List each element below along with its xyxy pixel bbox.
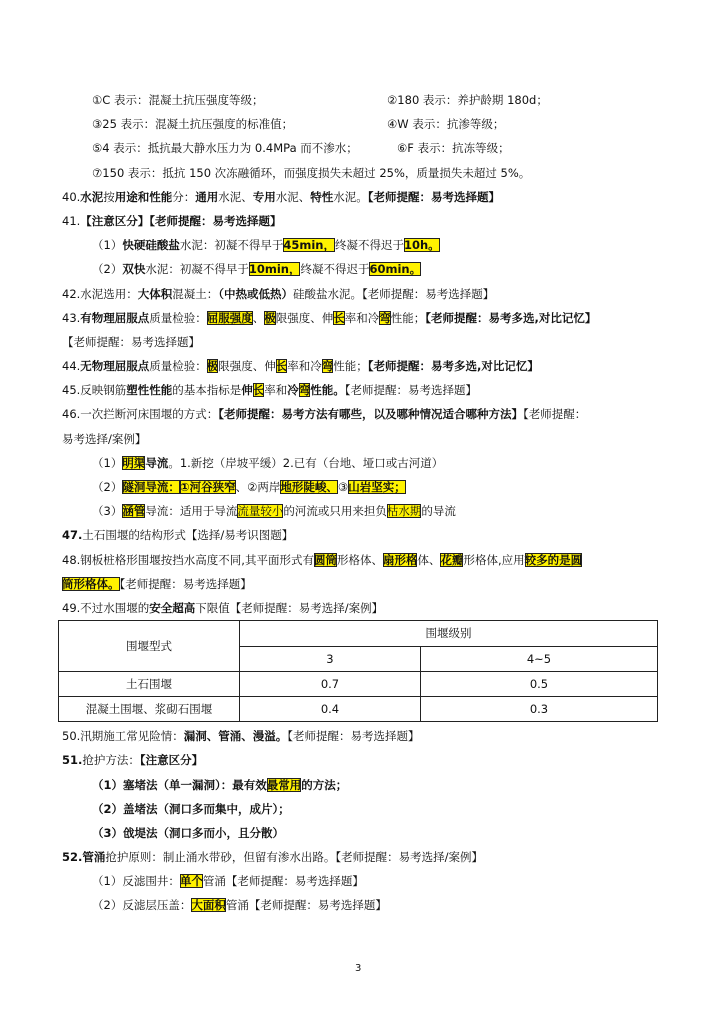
text-span: 长 [252, 383, 265, 398]
text-span: 分： [172, 189, 196, 204]
text: ②180 表示：养护龄期 180d； [387, 93, 548, 107]
text-span: （2） [92, 262, 123, 277]
text-span: 快硬硅酸盐 [122, 238, 180, 253]
text-span: 隧洞导流： [122, 480, 180, 494]
text-span: （1）塞堵法（单一漏洞）：最有效 [92, 777, 267, 792]
text-span: 管涌【老师提醒：易考选择题】 [225, 898, 387, 913]
text-span: 47. [62, 528, 83, 543]
text-span: （1） [92, 238, 123, 253]
text-span: 圆筒 [313, 552, 337, 567]
text: ①C 表示：混凝土抗压强度等级； [92, 93, 264, 107]
line-25-meaning [62, 112, 667, 136]
text-span: 硅酸盐水泥。【老师提醒：易考选择题】 [293, 286, 495, 301]
text-span: 下限值【老师提醒：易考选择/案例】 [195, 600, 384, 615]
q51-item-2 [62, 797, 667, 821]
page-number: 3 [355, 963, 362, 974]
text-span: 【老师提醒：易考选择题】 [367, 189, 501, 204]
cell: 土石围堰 [59, 672, 240, 697]
text-span: 长 [333, 310, 345, 325]
table-row [59, 672, 658, 697]
text-span: 50. [62, 729, 81, 744]
q51-item-3 [62, 821, 667, 845]
text-span: 终凝不得迟于 [334, 238, 404, 253]
text-span: 【老师提醒：易考选择题】 [149, 213, 282, 228]
text-span: 限强度、伸 [218, 359, 276, 374]
header-cofferdam-level: 围堰级别 [240, 621, 658, 647]
text-span: 的河流或只用来担负 [283, 504, 387, 519]
text-span: 41. [62, 213, 81, 228]
text-span: 弯 [321, 359, 334, 374]
q52-item-2 [62, 893, 667, 917]
q46-item-1 [62, 451, 667, 475]
header-level-4-5: 4~5 [420, 646, 657, 672]
text-span: 冷 [287, 383, 299, 398]
text-span: 伸 [241, 383, 253, 398]
text-span: （3）戗堤法（洞口多而小，且分散） [92, 825, 284, 840]
q40 [62, 185, 667, 209]
text-span: 特性 [310, 189, 334, 204]
text-span: 一次拦断河床围堰的方式： [80, 407, 219, 422]
text-span: 10h。 [403, 238, 440, 253]
cell: 0.5 [420, 672, 657, 697]
line-c-meaning [62, 88, 667, 112]
text-span: 极 [206, 359, 219, 374]
text-span: 。1.新挖（岸坡平缓）2.已有（台地、垭口或古河道） [168, 455, 444, 470]
document-page [62, 88, 667, 918]
q51-item-1 [62, 773, 667, 797]
text-span: 【老师提醒：易考选择题】 [62, 334, 200, 349]
text-span: 【老师提醒：易考选择题】 [287, 729, 420, 744]
cell: 0.4 [240, 697, 421, 722]
q49 [62, 596, 667, 620]
text-span: （中热或低热） [218, 286, 294, 301]
text-span: 体、 [417, 552, 441, 567]
text-span: 水泥。 [333, 189, 368, 204]
text-span: 土石围堰的结构形式【选择/易考识图题】 [82, 528, 294, 543]
text-span: 质量检验： [149, 359, 207, 374]
q43-cont [62, 330, 667, 354]
text-span: （1）反滤围井： [92, 874, 180, 889]
text-span: 【老师提醒：易考多选,对比记忆】 [367, 359, 539, 374]
text-span: 较多的是圆 [524, 552, 583, 567]
q48 [62, 548, 667, 572]
text-span: 枯水期 [386, 504, 422, 519]
text-span: 率和冷 [287, 359, 322, 374]
text-span: （2） [92, 480, 123, 494]
text-span: ③ [337, 480, 349, 494]
text-span: 【注意区分】 [139, 753, 204, 768]
text-span: 【老师提醒： [523, 407, 587, 422]
text-span: 率和 [264, 383, 288, 398]
text-span: 抢护原则：制止涌水带砂，但留有渗水出路。【老师提醒：易考选择/案例】 [105, 850, 483, 865]
text-span: 60min。 [369, 262, 422, 277]
text-span: 水泥：初凝不得早于 [145, 262, 249, 277]
text-span: 42.水泥选用： [62, 286, 138, 301]
text-span: 、②两岸 [235, 480, 281, 494]
q47 [62, 523, 667, 547]
text-span: 【注意区分】 [80, 213, 150, 228]
text-span: 涵管 [122, 504, 146, 519]
text: ⑦150 表示：抵抗 150 次冻融循环，而强度损失未超过 25%，质量损失未超过 5%。 [92, 165, 531, 180]
text-span: 终凝不得迟于 [300, 262, 370, 277]
text-span: 弯 [379, 310, 391, 325]
line-150-meaning [62, 161, 667, 185]
q46-item-3 [62, 499, 667, 523]
text-span: 率和冷 [344, 310, 380, 325]
safety-height-table [58, 620, 658, 722]
text-span: 抢护方法： [82, 753, 140, 768]
q43 [62, 306, 667, 330]
text-span: 大体积 [137, 286, 173, 301]
text-span: 性能； [333, 359, 368, 374]
text-span: 最常用 [266, 777, 302, 792]
text-span: 水泥、 [218, 189, 253, 204]
text-span: 双快 [122, 262, 146, 277]
text-span: 单个 [179, 874, 203, 889]
text-span: 山岩坚实； [348, 480, 406, 494]
text-span: （2）盖堵法（洞口多而集中，成片）； [92, 801, 290, 816]
text-span: 地形陡峻、 [280, 480, 338, 494]
q45 [62, 378, 667, 402]
text: ③25 表示：混凝土抗压强度的标准值； [92, 117, 294, 132]
text-span: 52. [62, 850, 83, 865]
text: ④W 表示：抗渗等级； [387, 117, 505, 132]
text-span: 【老师提醒：易考方法有哪些，以及哪种情况适合哪种方法】 [218, 407, 524, 422]
text-span: 44. [62, 359, 81, 374]
cell: 0.7 [240, 672, 421, 697]
text-span: 水泥 [80, 189, 104, 204]
text-span: 管涌 [82, 850, 106, 865]
text-span: 49.不过水围堰的 [62, 600, 150, 615]
q44 [62, 354, 667, 378]
text-span: 46. [62, 407, 81, 422]
text-span: 用途和性能 [114, 189, 173, 204]
q52-item-1 [62, 869, 667, 893]
q42 [62, 282, 667, 306]
text-span: 极 [264, 310, 276, 325]
text-span: 专用 [252, 189, 276, 204]
text-span: 易考选择/案例】 [62, 431, 147, 446]
q46-item-2 [62, 475, 667, 499]
text-span: 无物理屈服点 [80, 359, 150, 374]
text-span: （1） [92, 455, 123, 470]
text-span: 10min， [248, 262, 301, 277]
text-span: 51. [62, 753, 83, 768]
text: ⑤4 表示：抵抗最大静水压力为 0.4MPa 而不渗水； [92, 141, 358, 156]
text-span: 扇形格 [382, 552, 418, 567]
text-span: 导流 [145, 455, 169, 470]
text-span: 大面积 [191, 898, 226, 913]
q46-cont [62, 427, 667, 451]
table-row [59, 697, 658, 722]
header-level-3: 3 [240, 646, 421, 672]
text-span: 性能； [390, 310, 426, 325]
text-span: （2）反滤层压盖： [92, 898, 192, 913]
text-span: 水泥、 [275, 189, 311, 204]
text-span: 形格体,应用 [463, 552, 525, 567]
text-span: 的基本指标是 [172, 383, 242, 398]
text-span: 通用 [195, 189, 219, 204]
q41 [62, 209, 667, 233]
text-span: 形格体、 [336, 552, 383, 567]
text-span: 导流：适用于导流 [145, 504, 238, 519]
text-span: 【老师提醒：易考选择题】 [344, 383, 478, 398]
text-span: 混凝土： [172, 286, 219, 301]
text-span: 限强度、伸 [275, 310, 334, 325]
text-span: （3） [92, 504, 123, 519]
text-span: 的方法； [301, 777, 348, 792]
text-span: 、 [252, 310, 265, 325]
text-span: 筒形格体。 [62, 576, 120, 591]
text: ⑥F 表示：抗冻等级； [397, 141, 510, 156]
text-span: 45min， [283, 238, 335, 253]
text-span: 43. [62, 310, 81, 325]
cell: 0.3 [420, 697, 657, 722]
text-span: 汛期施工常见险情： [80, 729, 184, 744]
text-span: 长 [275, 359, 288, 374]
text-span: 【老师提醒：易考选择题】 [119, 576, 252, 591]
text-span: 48.钢板桩格形围堰按挡水高度不同,其平面形式有 [62, 552, 314, 567]
text-span: 【老师提醒：易考多选,对比记忆】 [425, 310, 597, 325]
q48-cont [62, 572, 667, 596]
text-span: 花瓣 [440, 552, 464, 567]
q52 [62, 845, 667, 869]
text-span: 按 [103, 189, 115, 204]
text-span: 流量较小 [237, 504, 284, 519]
q51 [62, 748, 667, 772]
text-span: 屈服强度 [206, 310, 253, 325]
text-span: 水泥：初凝不得早于 [179, 238, 284, 253]
text-span: 安全超高 [149, 600, 196, 615]
text-span: 40. [62, 189, 81, 204]
text-span: 塑性性能 [126, 383, 173, 398]
text-span: 漏洞、管涌、漫溢。 [183, 729, 288, 744]
text-span: 45.反映钢筋 [62, 383, 127, 398]
text-span: 弯 [298, 383, 311, 398]
text-span: 明渠 [122, 455, 146, 470]
text-span: 性能。 [310, 383, 345, 398]
text-span: ①河谷狭窄 [179, 480, 236, 494]
q41-item-1 [62, 233, 667, 257]
text-span: 的导流 [421, 504, 456, 519]
text-span: 管涌【老师提醒：易考选择题】 [202, 874, 364, 889]
q50 [62, 724, 667, 748]
header-cofferdam-type: 围堰型式 [59, 621, 240, 672]
text-span: 有物理屈服点 [80, 310, 150, 325]
q46 [62, 402, 667, 426]
text-span: 质量检验： [149, 310, 207, 325]
cell: 混凝土围堰、浆砌石围堰 [59, 697, 240, 722]
line-4-meaning [62, 136, 667, 160]
q41-item-2 [62, 257, 667, 281]
